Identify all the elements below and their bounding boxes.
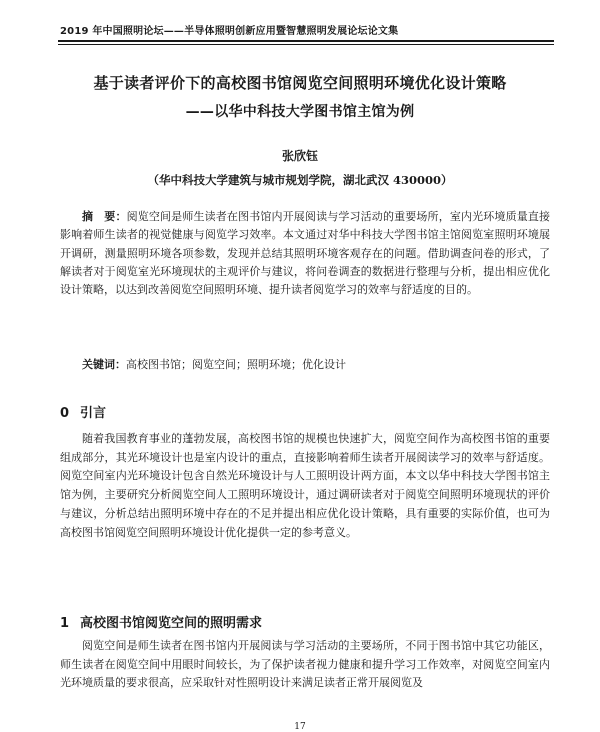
author-name: 张欣钰 (281, 149, 318, 163)
section-title: 高校图书馆阅览空间的照明需求 (80, 616, 263, 631)
author-affiliation: （华中科技大学建筑与城市规划学院，湖北武汉 430000） (147, 173, 453, 187)
paper-subtitle: ——以华中科技大学图书馆主馆为例 (185, 104, 415, 120)
lighting-needs-paragraph: 阅览空间是师生读者在图书馆内开展阅读与学习活动的主要场所，不同于图书馆中其它功能区，师生读者在阅览空间中用眼时间较长，为了保护读者视力健康和提升学习工作效率，对阅览空间室内光环境质量的要求很高，应采取针对性照明设计来满足读者正常开展阅览及 (60, 639, 550, 690)
keywords-paragraph (60, 356, 550, 374)
section-number: 1 (60, 616, 70, 631)
header-rule-thick (58, 40, 554, 42)
page-number: 17 (294, 722, 306, 732)
intro-paragraph: 随着我国教育事业的蓬勃发展，高校图书馆的规模也快速扩大，阅览空间作为高校图书馆的重要组成部分，其光环境设计也是室内设计的重点，直接影响着师生读者开展阅读学习的效率与舒适度。阅览空间室内光环境设计包含自然光环境设计与人工照明设计两方面，本文以华中科技大学图书馆主馆为例，主要研究分析阅览空间人工照明环境设计，通过调研读者对于阅览空间照明环境现状的评价与建议，分析总结出照明环境中存在的不足并提出相应优化设计策略，具有重要的实际价值，也可为高校图书馆阅览空间照明环境设计优化提供一定的参考意义。 (60, 432, 550, 539)
keywords-text: 高校图书馆；阅览空间；照明环境；优化设计 (126, 358, 346, 371)
paper-title: 基于读者评价下的高校图书馆阅览空间照明环境优化设计策略 (93, 74, 507, 92)
keywords-label: 关键词： (82, 358, 126, 371)
abstract-paragraph (60, 208, 550, 299)
header-rule-thin (58, 44, 554, 45)
section-heading-intro (60, 402, 106, 421)
running-header: 2019 年中国照明论坛——半导体照明创新应用暨智慧照明发展论坛论文集 (60, 26, 399, 37)
abstract-label: 摘 要： (82, 210, 127, 223)
abstract-text: 阅览空间是师生读者在图书馆内开展阅读与学习活动的重要场所，室内光环境质量直接影响着师生读者的视觉健康与阅览学习效率。本文通过对华中科技大学图书馆主馆阅览室照明环境展开调研，测量照明环境各项参数，发现并总结其照明环境客观存在的问题。借助调查问卷的形式，了解读者对于阅览室光环境现状的主观评价与建议，将问卷调查的数据进行整理与分析，提出相应优化设计策略，以达到改善阅览空间照明环境、提升读者阅览学习的效率与舒适度的目的。 (60, 210, 551, 297)
section-title: 引言 (80, 406, 107, 421)
section-number: 0 (60, 406, 70, 421)
section-heading-lighting-needs (60, 612, 262, 631)
